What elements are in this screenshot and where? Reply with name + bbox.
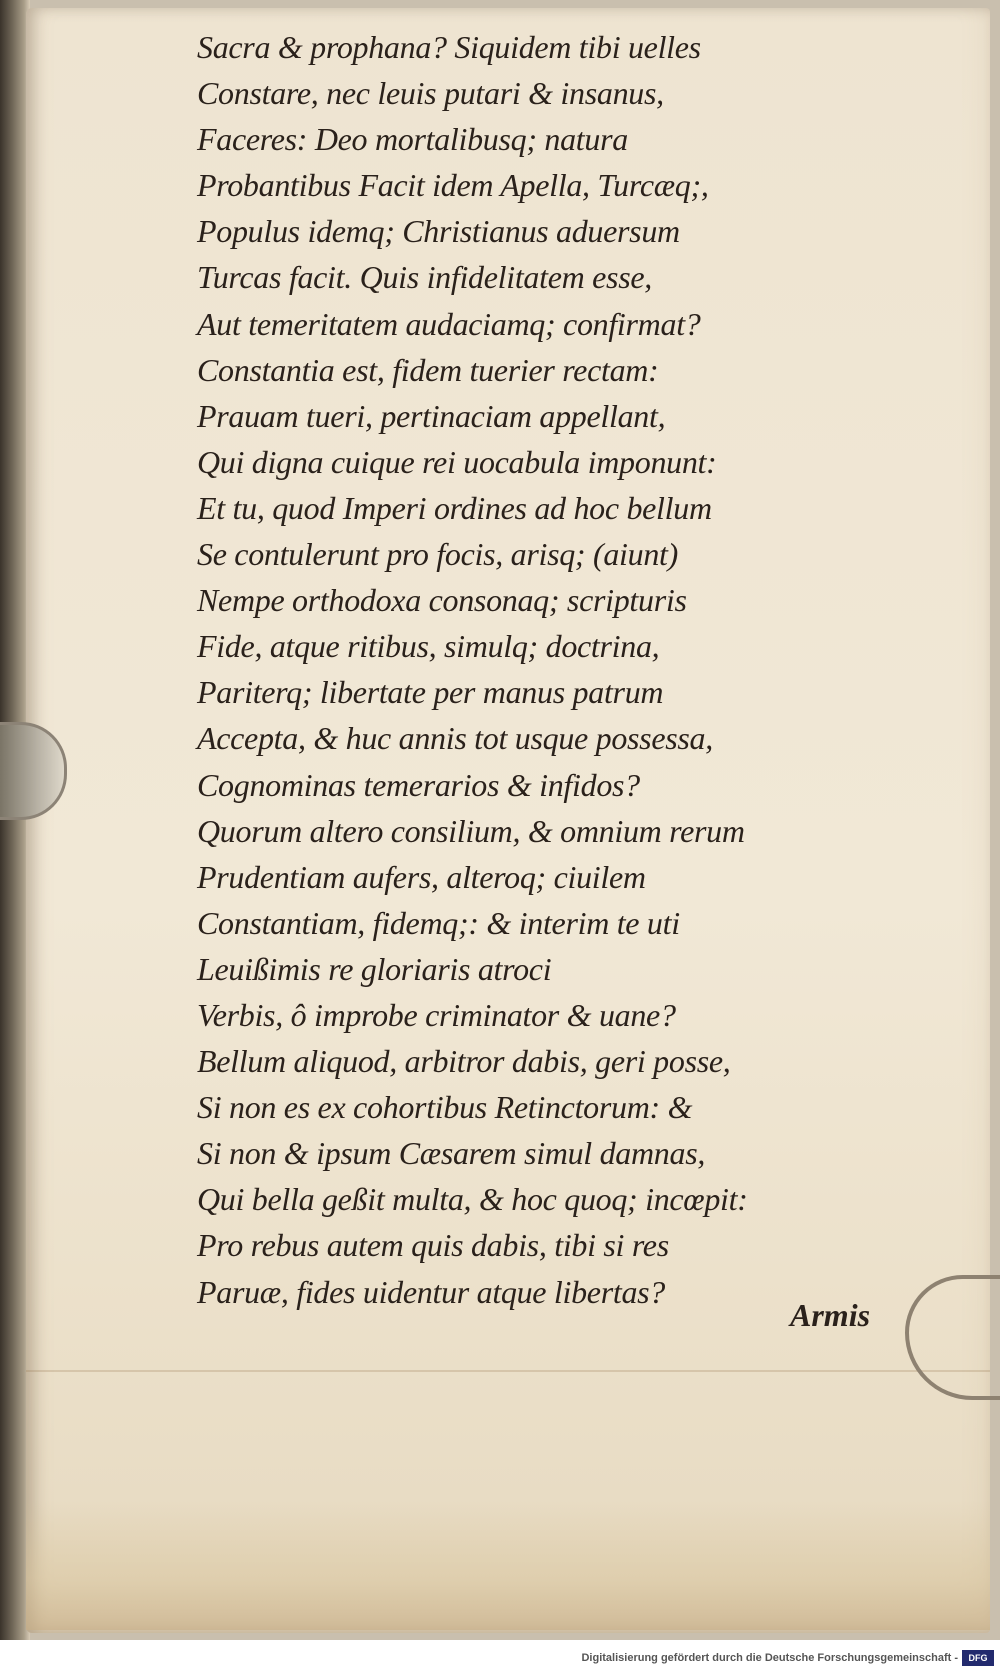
- verse-line: Si non & ipsum Cæsarem simul damnas,: [197, 1135, 706, 1172]
- verse-line: Fide, atque ritibus, simulq; doctrina,: [197, 628, 660, 665]
- verse-line: Pro rebus autem quis dabis, tibi si res: [197, 1227, 669, 1264]
- verse-line: Constantiam, fidemq;: & interim te uti: [197, 904, 680, 941]
- verse-line: Turcas facit. Quis infidelitatem esse,: [197, 259, 652, 296]
- page-fold-line: [26, 1370, 990, 1372]
- verse-line: Leuißimis re gloriaris atroci: [197, 950, 552, 987]
- verse-line: Qui digna cuique rei uocabula imponunt:: [197, 443, 717, 480]
- verse-line: Bellum aliquod, arbitror dabis, geri posse,: [197, 1043, 731, 1080]
- footer: [0, 1640, 1000, 1677]
- verse-line: Prudentiam aufers, alteroq; ciuilem: [197, 858, 646, 895]
- verse-line: Sacra & prophana? Siquidem tibi uelles: [197, 29, 701, 65]
- verse-line: Faceres: Deo mortalibusq; natura: [197, 121, 628, 158]
- dfg-logo: DFG: [962, 1650, 994, 1666]
- verse-line: Se contulerunt pro focis, arisq; (aiunt): [197, 536, 678, 573]
- page-stain: [26, 1500, 990, 1630]
- verse-text: [197, 24, 897, 1315]
- verse-line: Probantibus Facit idem Apella, Turcæq;,: [197, 167, 709, 204]
- verse-line: Cognominas temerarios & infidos?: [197, 766, 640, 803]
- verse-line: Aut temeritatem audaciamq; confirmat?: [197, 305, 701, 342]
- verse-line: Pariterq; libertate per manus patrum: [197, 674, 664, 711]
- catchword: Armis: [790, 1297, 871, 1333]
- verse-line: Verbis, ô improbe criminator & uane?: [197, 996, 676, 1033]
- verse-line: Et tu, quod Imperi ordines ad hoc bellum: [197, 489, 712, 526]
- verse-line: Populus idemq; Christianus aduersum: [197, 213, 680, 250]
- verse-line: Constare, nec leuis putari & insanus,: [197, 75, 664, 112]
- verse-line: Quorum altero consilium, & omnium rerum: [197, 812, 745, 849]
- verse-line: Accepta, & huc annis tot usque possessa,: [197, 720, 713, 757]
- verse-line: Qui bella geßit multa, & hoc quoq; incœpit:: [197, 1181, 748, 1218]
- verse-line: Nempe orthodoxa consonaq; scripturis: [197, 582, 687, 619]
- verse-line: Constantia est, fidem tuerier rectam:: [197, 351, 659, 388]
- verse-line: Prauam tueri, pertinaciam appellant,: [197, 397, 666, 434]
- verse-line: Paruæ, fides uidentur atque libertas?: [197, 1273, 665, 1310]
- verse-line: Si non es ex cohortibus Retinctorum: &: [197, 1089, 693, 1126]
- footer-credit: Digitalisierung gefördert durch die Deutsche Forschungsgemeinschaft -: [581, 1652, 958, 1664]
